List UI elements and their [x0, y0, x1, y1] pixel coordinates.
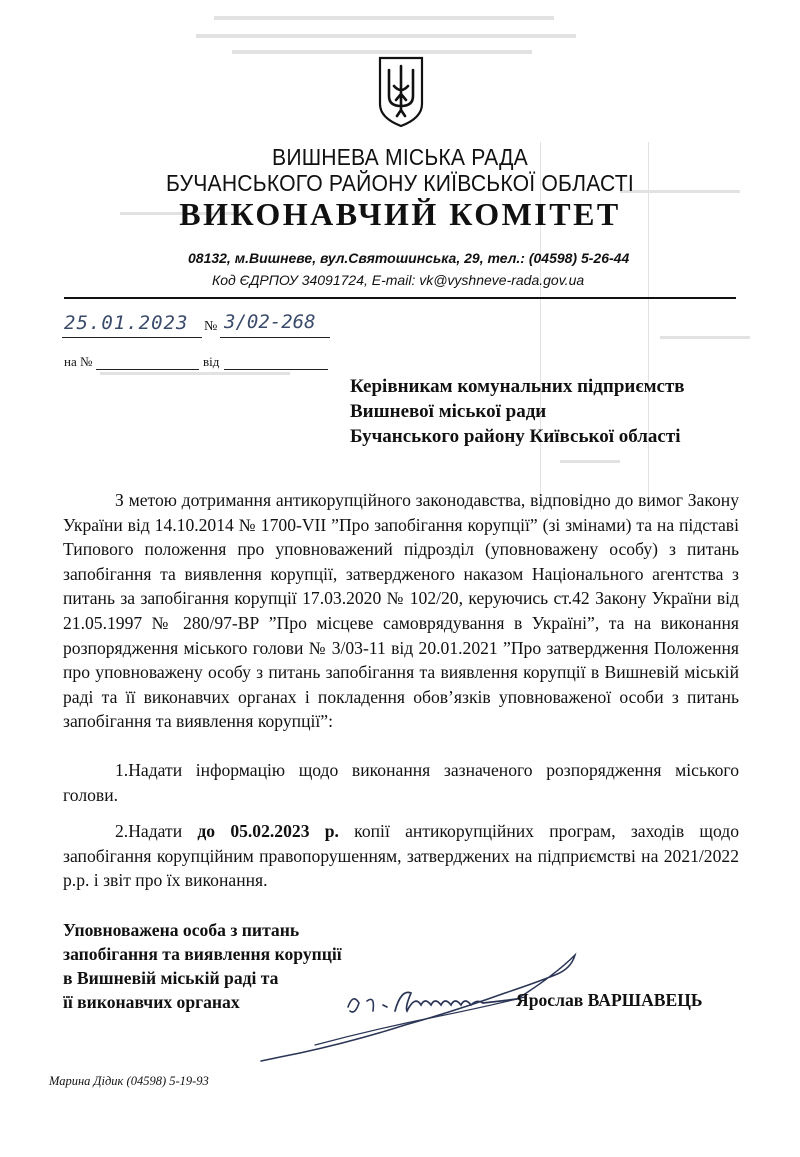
- code-line: Код ЄДРПОУ 34091724, E-mail: vk@vyshneve-rada.gov.ua: [212, 272, 585, 288]
- addressee-line: Керівникам комунальних підприємств: [350, 376, 685, 397]
- council-name: ВИШНЕВА МІСЬКА РАДА: [272, 144, 528, 170]
- body-paragraph: [63, 819, 739, 893]
- addressee-line: Бучанського району Київської області: [350, 426, 681, 447]
- number-label: №: [204, 319, 218, 334]
- committee-title: ВИКОНАВЧИЙ КОМІТЕТ: [179, 196, 621, 232]
- body-paragraph: 1.Надати інформацію щодо виконання зазначеного розпорядження міського голови.: [63, 760, 739, 805]
- district-name: БУЧАНСЬКОГО РАЙОНУ КИЇВСЬКОЇ ОБЛАСТІ: [166, 170, 634, 196]
- body-paragraph: З метою дотримання антикорупційного законодавства, відповідно до вимог Закону України від 14.10.2014 № 1700-VII ”Про запобігання корупції” (зі змінами) та на підставі Типового положення про уповноважений підрозділ (уповноважену особу) з питань запобігання та виявлення корупції, затвердженого наказом Національного агентства з питань за запобігання корупції 17.03.2020 № 102/20, керуючись ст.42 Закону України від 21.05.1997 № 280/97-ВР ”Про місцеве самоврядування в Україні”, та на виконання розпорядження міського голови № 3/03-11 від 20.01.2021 ”Про затвердження Положення про уповноважену особу з питань запобігання та виявлення корупції в Вишневій міській раді та її виконавчих органах і покладення обов’язків уповноваженої особи з питань запобігання та виявлення корупції”:: [63, 490, 739, 732]
- signer-title-line: її виконавчих органах: [63, 992, 240, 1012]
- signer-name: Ярослав ВАРШАВЕЦЬ: [516, 990, 703, 1010]
- paragraph-text: копії антикорупційних програм, заходів щодо запобігання корупційним правопорушенням, затверджених на підприємстві на 2021/2022 р.р. і звіт про їх виконання.: [63, 821, 739, 891]
- address-line: 08132, м.Вишневе, вул.Святошинська, 29, тел.: (04598) 5-26-44: [188, 250, 630, 266]
- signer-title-line: в Вишневій міській раді та: [63, 968, 279, 988]
- header-rule: [64, 297, 736, 299]
- addressee-block: [350, 374, 685, 449]
- registration-number: 3/02-268: [224, 311, 316, 333]
- signer-title-line: запобігання та виявлення корупції: [63, 944, 342, 964]
- from-label: від: [203, 354, 220, 369]
- signer-title-line: Уповноважена особа з питань: [63, 920, 300, 940]
- addressee-line: Вишневої міської ради: [350, 401, 547, 422]
- date-underline: [62, 337, 202, 338]
- deadline-date: до 05.02.2023 р.: [197, 821, 339, 841]
- reply-label: на №: [64, 354, 93, 369]
- reply-underline: [96, 369, 199, 370]
- registration-date: 25.01.2023: [64, 312, 189, 334]
- number-underline: [220, 337, 330, 338]
- from-underline: [224, 369, 328, 370]
- paragraph-text: 2.Надати: [115, 821, 198, 841]
- executor-contact: Марина Дідик (04598) 5-19-93: [49, 1074, 209, 1088]
- trident-icon: [378, 56, 424, 128]
